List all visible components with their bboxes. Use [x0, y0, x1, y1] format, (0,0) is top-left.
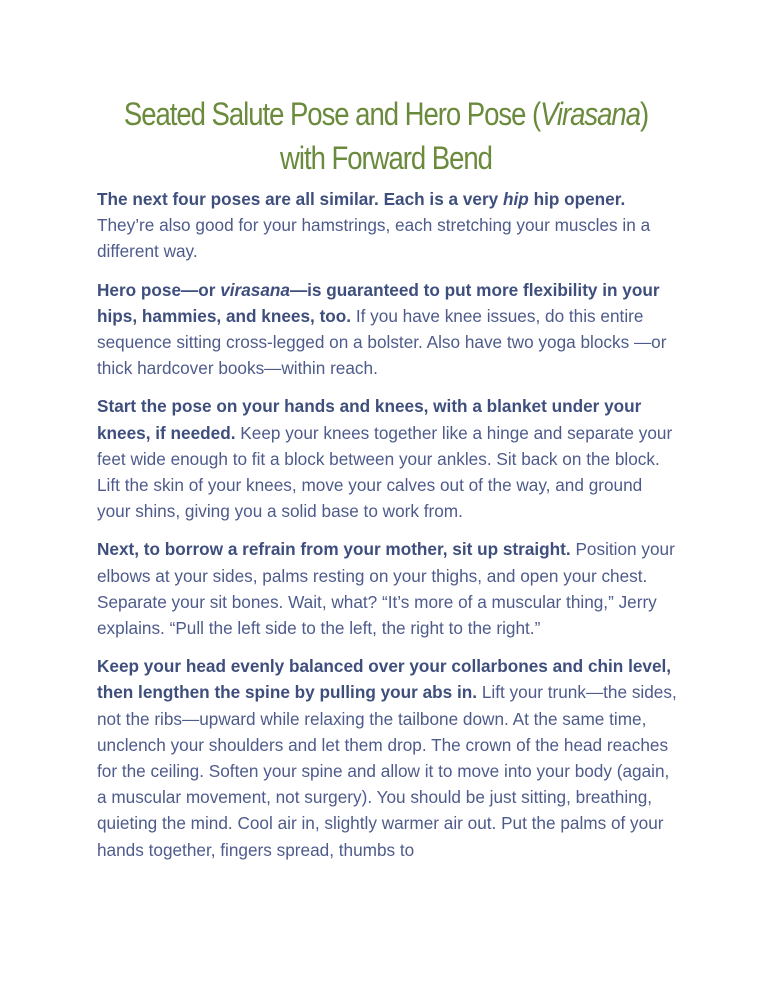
paragraph-text: They’re also good for your hamstrings, each stretching your muscles in a different way. [97, 215, 651, 262]
paragraph-lead: Start the pose on your hands and knees, with a blanket under your knees, if needed. [97, 396, 642, 443]
title-text: Seated Salute Pose and Hero Pose ( [123, 96, 541, 132]
paragraph-1 [97, 186, 677, 265]
paragraph-lead: Next, to borrow a refrain from your mother, sit up straight. [97, 539, 571, 560]
paragraph-text: Position your elbows at your sides, palms resting on your thighs, and open your chest. Separate your sit bones. Wait, what? “It’s more of a muscular thing,” Jerry explains. “Pull the left side to the left, the right to the right.” [97, 539, 675, 639]
paragraph-text: If you have knee issues, do this entire sequence sitting cross-legged on a bolster. Also have two yoga blocks —or thick hardcover books—within reach. [97, 305, 667, 379]
lead-text-end: —is guaranteed to put more flexibility in your hips, hammies, and knees, too. [97, 279, 660, 326]
paragraph-text: Lift your trunk—the sides, not the ribs—upward while relaxing the tailbone down. At the same time, unclench your shoulders and let them drop. The crown of the head reaches for the ceiling. Soften your spine and allow it to move into your body (again, a muscular movement, not surgery). You should be just sitting, breathing, quieting the mind. Cool air in, slightly warmer air out. Put the palms of your hands together, fingers spread, thumbs to [97, 682, 677, 860]
paragraph-lead [97, 189, 625, 209]
paragraph-5 [97, 653, 677, 863]
lead-text-end: hip opener. [528, 189, 626, 209]
title-text-end: ) with Forward Bend [280, 96, 649, 176]
lead-italic-term: virasana [220, 279, 290, 300]
paragraph-text: Keep your knees together like a hinge and separate your feet wide enough to fit a block between your ankles. Sit back on the block. Lift the skin of your knees, move your calves out of the way, and ground your shins, giving you a solid base to work from. [97, 422, 673, 522]
paragraph-4 [97, 536, 677, 641]
lead-italic-term: hip [503, 189, 529, 209]
lead-text: Hero pose—or [97, 279, 221, 300]
paragraph-3 [97, 393, 677, 524]
paragraph-2 [97, 277, 677, 382]
title-italic-term: Virasana [540, 96, 640, 132]
article-body [97, 186, 677, 875]
paragraph-lead: Keep your head evenly balanced over your collarbones and chin level, then lengthen the spine by pulling your abs in. [97, 656, 672, 703]
page-title [106, 92, 667, 180]
lead-text: The next four poses are all similar. Each is a very [97, 189, 504, 209]
